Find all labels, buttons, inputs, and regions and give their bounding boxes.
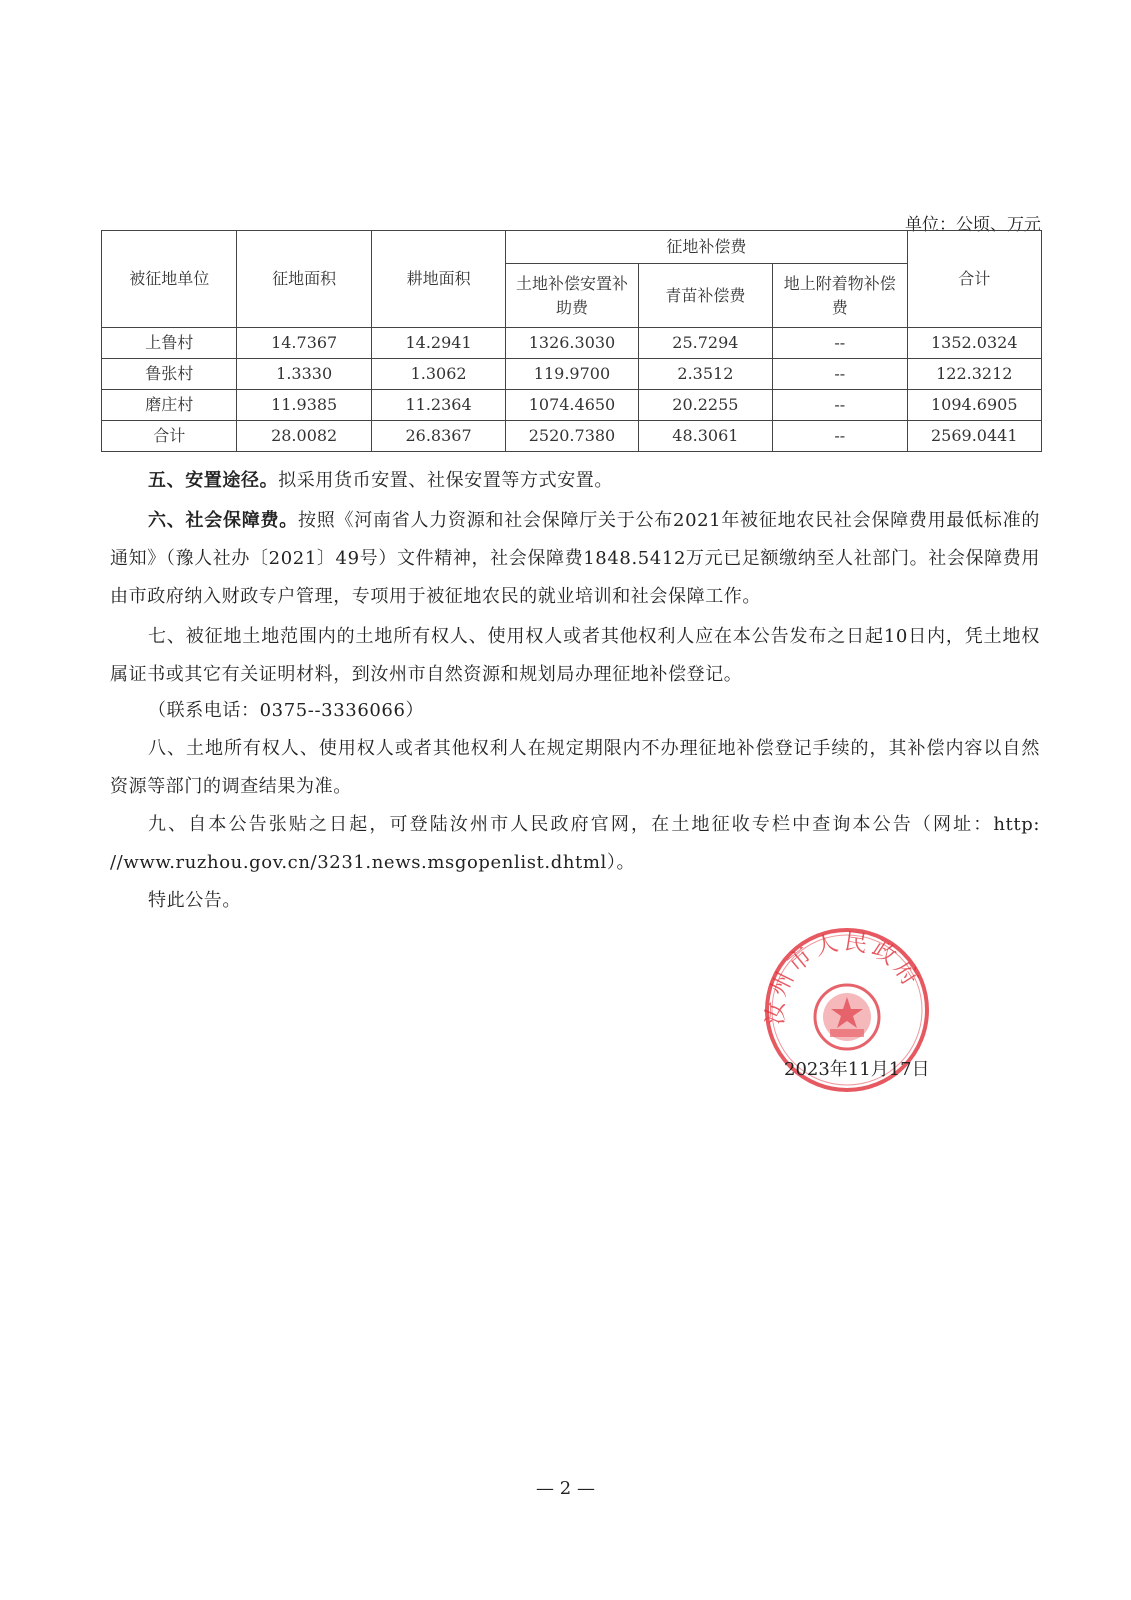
cell-attach-fee: --: [773, 328, 907, 359]
cell-area: 1.3330: [237, 359, 371, 390]
cell-total: 122.3212: [907, 359, 1041, 390]
section-9: 九、自本公告张贴之日起，可登陆汝州市人民政府官网，在土地征收专栏中查询本公告（网址：http: //www.ruzhou.gov.cn/3231.news.msgopenlist.dhtml）。: [110, 814, 1040, 873]
issue-date: 2023年11月17日: [784, 1059, 930, 1080]
contact-phone: （联系电话：0375--3336066）: [148, 700, 425, 721]
cell-unit: 合计: [102, 421, 237, 452]
section-7: 七、被征地土地范围内的土地所有权人、使用权人或者其他权利人应在本公告发布之日起10日内，凭土地权属证书或其它有关证明材料，到汝州市自然资源和规划局办理征地补偿登记。: [110, 626, 1040, 685]
cell-area: 28.0082: [237, 421, 371, 452]
table-header-row: [102, 231, 1042, 264]
section-6-body: 按照《河南省人力资源和社会保障厅关于公布2021年被征地农民社会保障费用最低标准的通知》（豫人社办〔2021〕49号）文件精神，社会保障费1848.5412万元已足额缴纳至人社部门。社会保障费用由市政府纳入财政专户管理，专项用于被征地农民的就业培训和社会保障工作。: [110, 510, 1040, 607]
unit-label: 单位：公顷、万元: [905, 215, 1041, 235]
section-5-body: 拟采用货币安置、社保安置等方式安置。: [278, 470, 614, 491]
cell-total: 1352.0324: [907, 328, 1041, 359]
cell-land-fee: 1326.3030: [506, 328, 638, 359]
emblem-icon: [815, 985, 879, 1049]
cell-farmland: 1.3062: [371, 359, 505, 390]
cell-land-fee: 1074.4650: [506, 390, 638, 421]
cell-attach-fee: --: [773, 421, 907, 452]
cell-total: 1094.6905: [907, 390, 1041, 421]
cell-unit: 鲁张村: [102, 359, 237, 390]
table-row: [102, 390, 1042, 421]
cell-land-fee: 119.9700: [506, 359, 638, 390]
cell-total: 2569.0441: [907, 421, 1041, 452]
cell-attach-fee: --: [773, 359, 907, 390]
cell-area: 11.9385: [237, 390, 371, 421]
header-attach-fee: 地上附着物补偿费: [773, 264, 907, 328]
closing: 特此公告。: [148, 890, 241, 911]
seal-text: 汝州市人民政府: [762, 928, 925, 1026]
section-8: 八、土地所有权人、使用权人或者其他权利人在规定期限内不办理征地补偿登记手续的，其补偿内容以自然资源等部门的调查结果为准。: [110, 738, 1040, 797]
section-6-title: 六、社会保障费。: [148, 510, 299, 531]
cell-crop-fee: 2.3512: [638, 359, 772, 390]
section-5-title: 五、安置途径。: [148, 470, 279, 491]
header-crop-fee: 青苗补偿费: [638, 264, 772, 328]
cell-unit: 上鲁村: [102, 328, 237, 359]
cell-unit: 磨庄村: [102, 390, 237, 421]
cell-farmland: 14.2941: [371, 328, 505, 359]
cell-farmland: 26.8367: [371, 421, 505, 452]
header-land-fee: 土地补偿安置补助费: [506, 264, 638, 328]
compensation-table: [101, 230, 1042, 452]
table-row: [102, 328, 1042, 359]
header-farmland: 耕地面积: [371, 231, 505, 328]
section-5: [110, 462, 1040, 500]
cell-crop-fee: 20.2255: [638, 390, 772, 421]
cell-land-fee: 2520.7380: [506, 421, 638, 452]
header-unit: 被征地单位: [102, 231, 237, 328]
cell-crop-fee: 25.7294: [638, 328, 772, 359]
cell-attach-fee: --: [773, 390, 907, 421]
cell-farmland: 11.2364: [371, 390, 505, 421]
table-row-total: [102, 421, 1042, 452]
page-number: — 2 —: [536, 1478, 595, 1499]
header-fee-group: 征地补偿费: [506, 231, 907, 264]
table-row: [102, 359, 1042, 390]
header-area: 征地面积: [237, 231, 371, 328]
cell-crop-fee: 48.3061: [638, 421, 772, 452]
header-total: 合计: [907, 231, 1041, 328]
cell-area: 14.7367: [237, 328, 371, 359]
section-6: [110, 502, 1040, 616]
